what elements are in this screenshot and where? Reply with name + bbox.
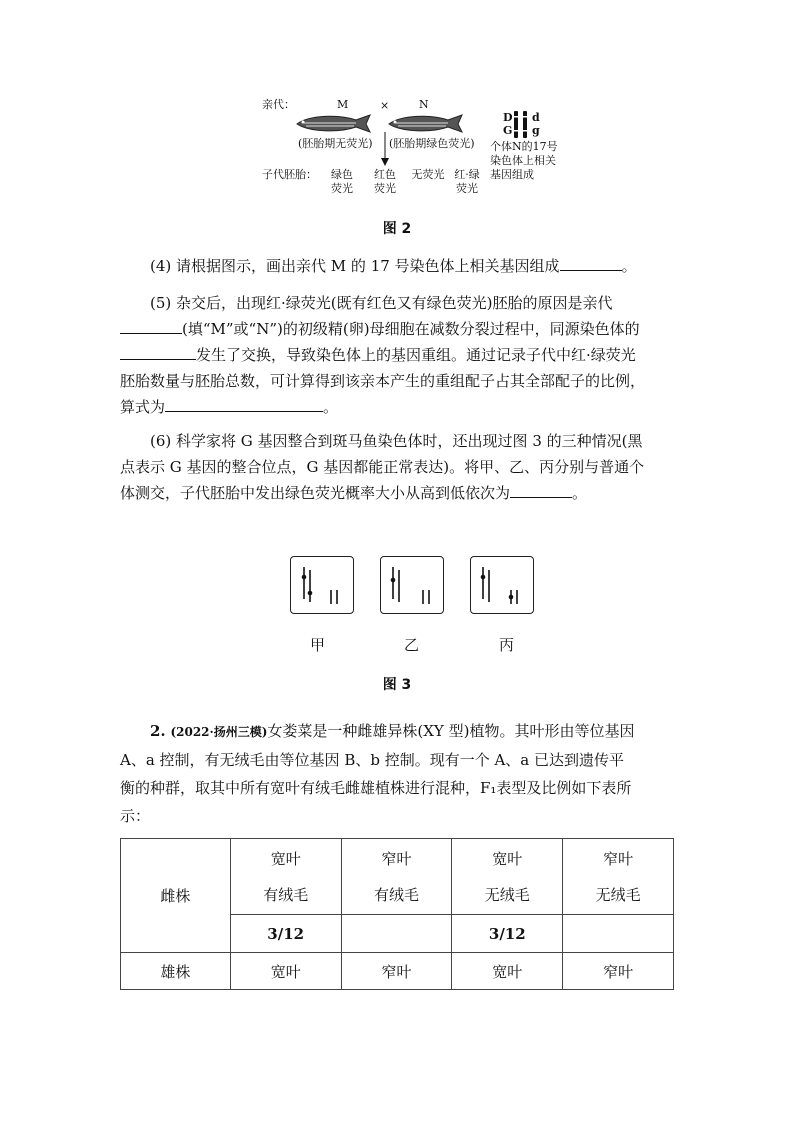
table-cell: 窄叶: [341, 953, 452, 990]
table-cell: [563, 915, 674, 953]
question-5: (5) 杂交后，出现红·绿荧光(既有红色又有绿色荧光)胚胎的原因是亲代 (填“M”或“N”)的初级精(卵)母细胞在减数分裂过程中，同源染色体的 发生了交换，导致染色体上的基因重组。通过记录子代中红·绿荧光 胚胎数量与胚胎总数，可计算得到该亲本产生的重组配子占其全部配子的比例， 算式为 。: [120, 294, 646, 416]
label-yi: 乙: [404, 636, 420, 654]
parent-label: 亲代：: [262, 98, 295, 111]
problem-2-source: (2022·扬州三模): [170, 725, 268, 739]
answer-blank-5b[interactable]: [120, 344, 196, 360]
question-6: (6) 科学家将 G 基因整合到斑马鱼染色体时，还出现过图 3 的三种情况(黑 点表示 G 基因的整合位点，G 基因都能正常表达)。将甲、乙、丙分别与普通个 体测交，子代胚胎中发出绿色荧光概率大小从高到低依次为 。: [120, 432, 645, 502]
table-cell: 宽叶: [452, 953, 563, 990]
fish-m-icon: [294, 112, 372, 134]
offspring-none: 无荧光: [411, 168, 445, 181]
answer-blank-6[interactable]: [510, 482, 572, 498]
offspring-red-green: 红·绿 荧光: [454, 168, 480, 195]
figure-3-caption: 图 3: [382, 677, 412, 693]
answer-blank-5c[interactable]: [165, 396, 323, 412]
chromosome-yi-icon: [381, 557, 443, 613]
table-row: [121, 839, 674, 915]
chromosome-caption: 个体N的17号 染色体上相关 基因组成: [490, 140, 558, 181]
question-5-number: (5): [150, 294, 172, 312]
question-6-number: (6): [150, 432, 172, 450]
chromosome-icon: [514, 111, 532, 139]
male-label-cell: 雄株: [121, 953, 231, 990]
n-note: (胚胎期绿色荧光): [389, 137, 475, 150]
down-arrow-icon: [380, 132, 390, 166]
offspring-label: 子代胚胎：: [262, 168, 317, 181]
problem-2: 2. (2022·扬州三模)女娄菜是一种雌雄异株(XY 型)植物。其叶形由等位基因 A、a 控制，有无绒毛由等位基因 B、b 控制。现有一个 A、a 已达到遗传平 衡的种群，取其中所有宽叶有绒毛雌雄植株进行混种，F₁表型及比例如下表所 示：: [120, 722, 635, 825]
chromosome-bing-icon: [471, 557, 533, 613]
table-cell: 3/12: [452, 915, 563, 953]
question-4-text: 请根据图示，画出亲代 M 的 17 号染色体上相关基因组成: [176, 257, 560, 275]
label-jia: 甲: [310, 636, 326, 654]
table-cell: 窄叶: [563, 953, 674, 990]
table-cell: 3/12: [230, 915, 341, 953]
gene-G-label: G: [503, 124, 513, 137]
chromosome-jia-icon: [291, 557, 353, 613]
problem-2-number: 2.: [150, 722, 166, 740]
parent-n-label: N: [419, 98, 429, 111]
answer-blank-4[interactable]: [560, 255, 622, 271]
phenotype-table: [120, 838, 674, 990]
table-header-cell: 宽叶 有绒毛: [230, 839, 341, 915]
gene-D-label: D: [503, 111, 513, 124]
offspring-red: 红色 荧光: [374, 168, 396, 195]
answer-blank-5a[interactable]: [120, 318, 182, 334]
label-bing: 丙: [499, 636, 515, 654]
female-label-cell: 雌株: [121, 839, 231, 953]
figure-2-caption: 图 2: [382, 221, 412, 237]
table-header-cell: 窄叶 无绒毛: [563, 839, 674, 915]
table-header-cell: 窄叶 有绒毛: [341, 839, 452, 915]
table-header-cell: 宽叶 无绒毛: [452, 839, 563, 915]
table-row: [121, 953, 674, 990]
cell-yi: [380, 556, 444, 614]
question-4-number: (4): [150, 257, 172, 275]
cell-bing: [470, 556, 534, 614]
offspring-green: 绿色 荧光: [331, 168, 353, 195]
table-cell: 宽叶: [230, 953, 341, 990]
table-cell: [341, 915, 452, 953]
gene-d-label: d: [532, 111, 540, 124]
m-note: (胚胎期无荧光): [298, 137, 373, 150]
question-4: (4) 请根据图示，画出亲代 M 的 17 号染色体上相关基因组成 。: [150, 257, 637, 275]
parent-m-label: M: [337, 98, 349, 111]
gene-g-label: g: [532, 124, 540, 137]
cell-jia: [290, 556, 354, 614]
fish-n-icon: [386, 112, 464, 134]
cross-symbol: ×: [380, 99, 390, 112]
